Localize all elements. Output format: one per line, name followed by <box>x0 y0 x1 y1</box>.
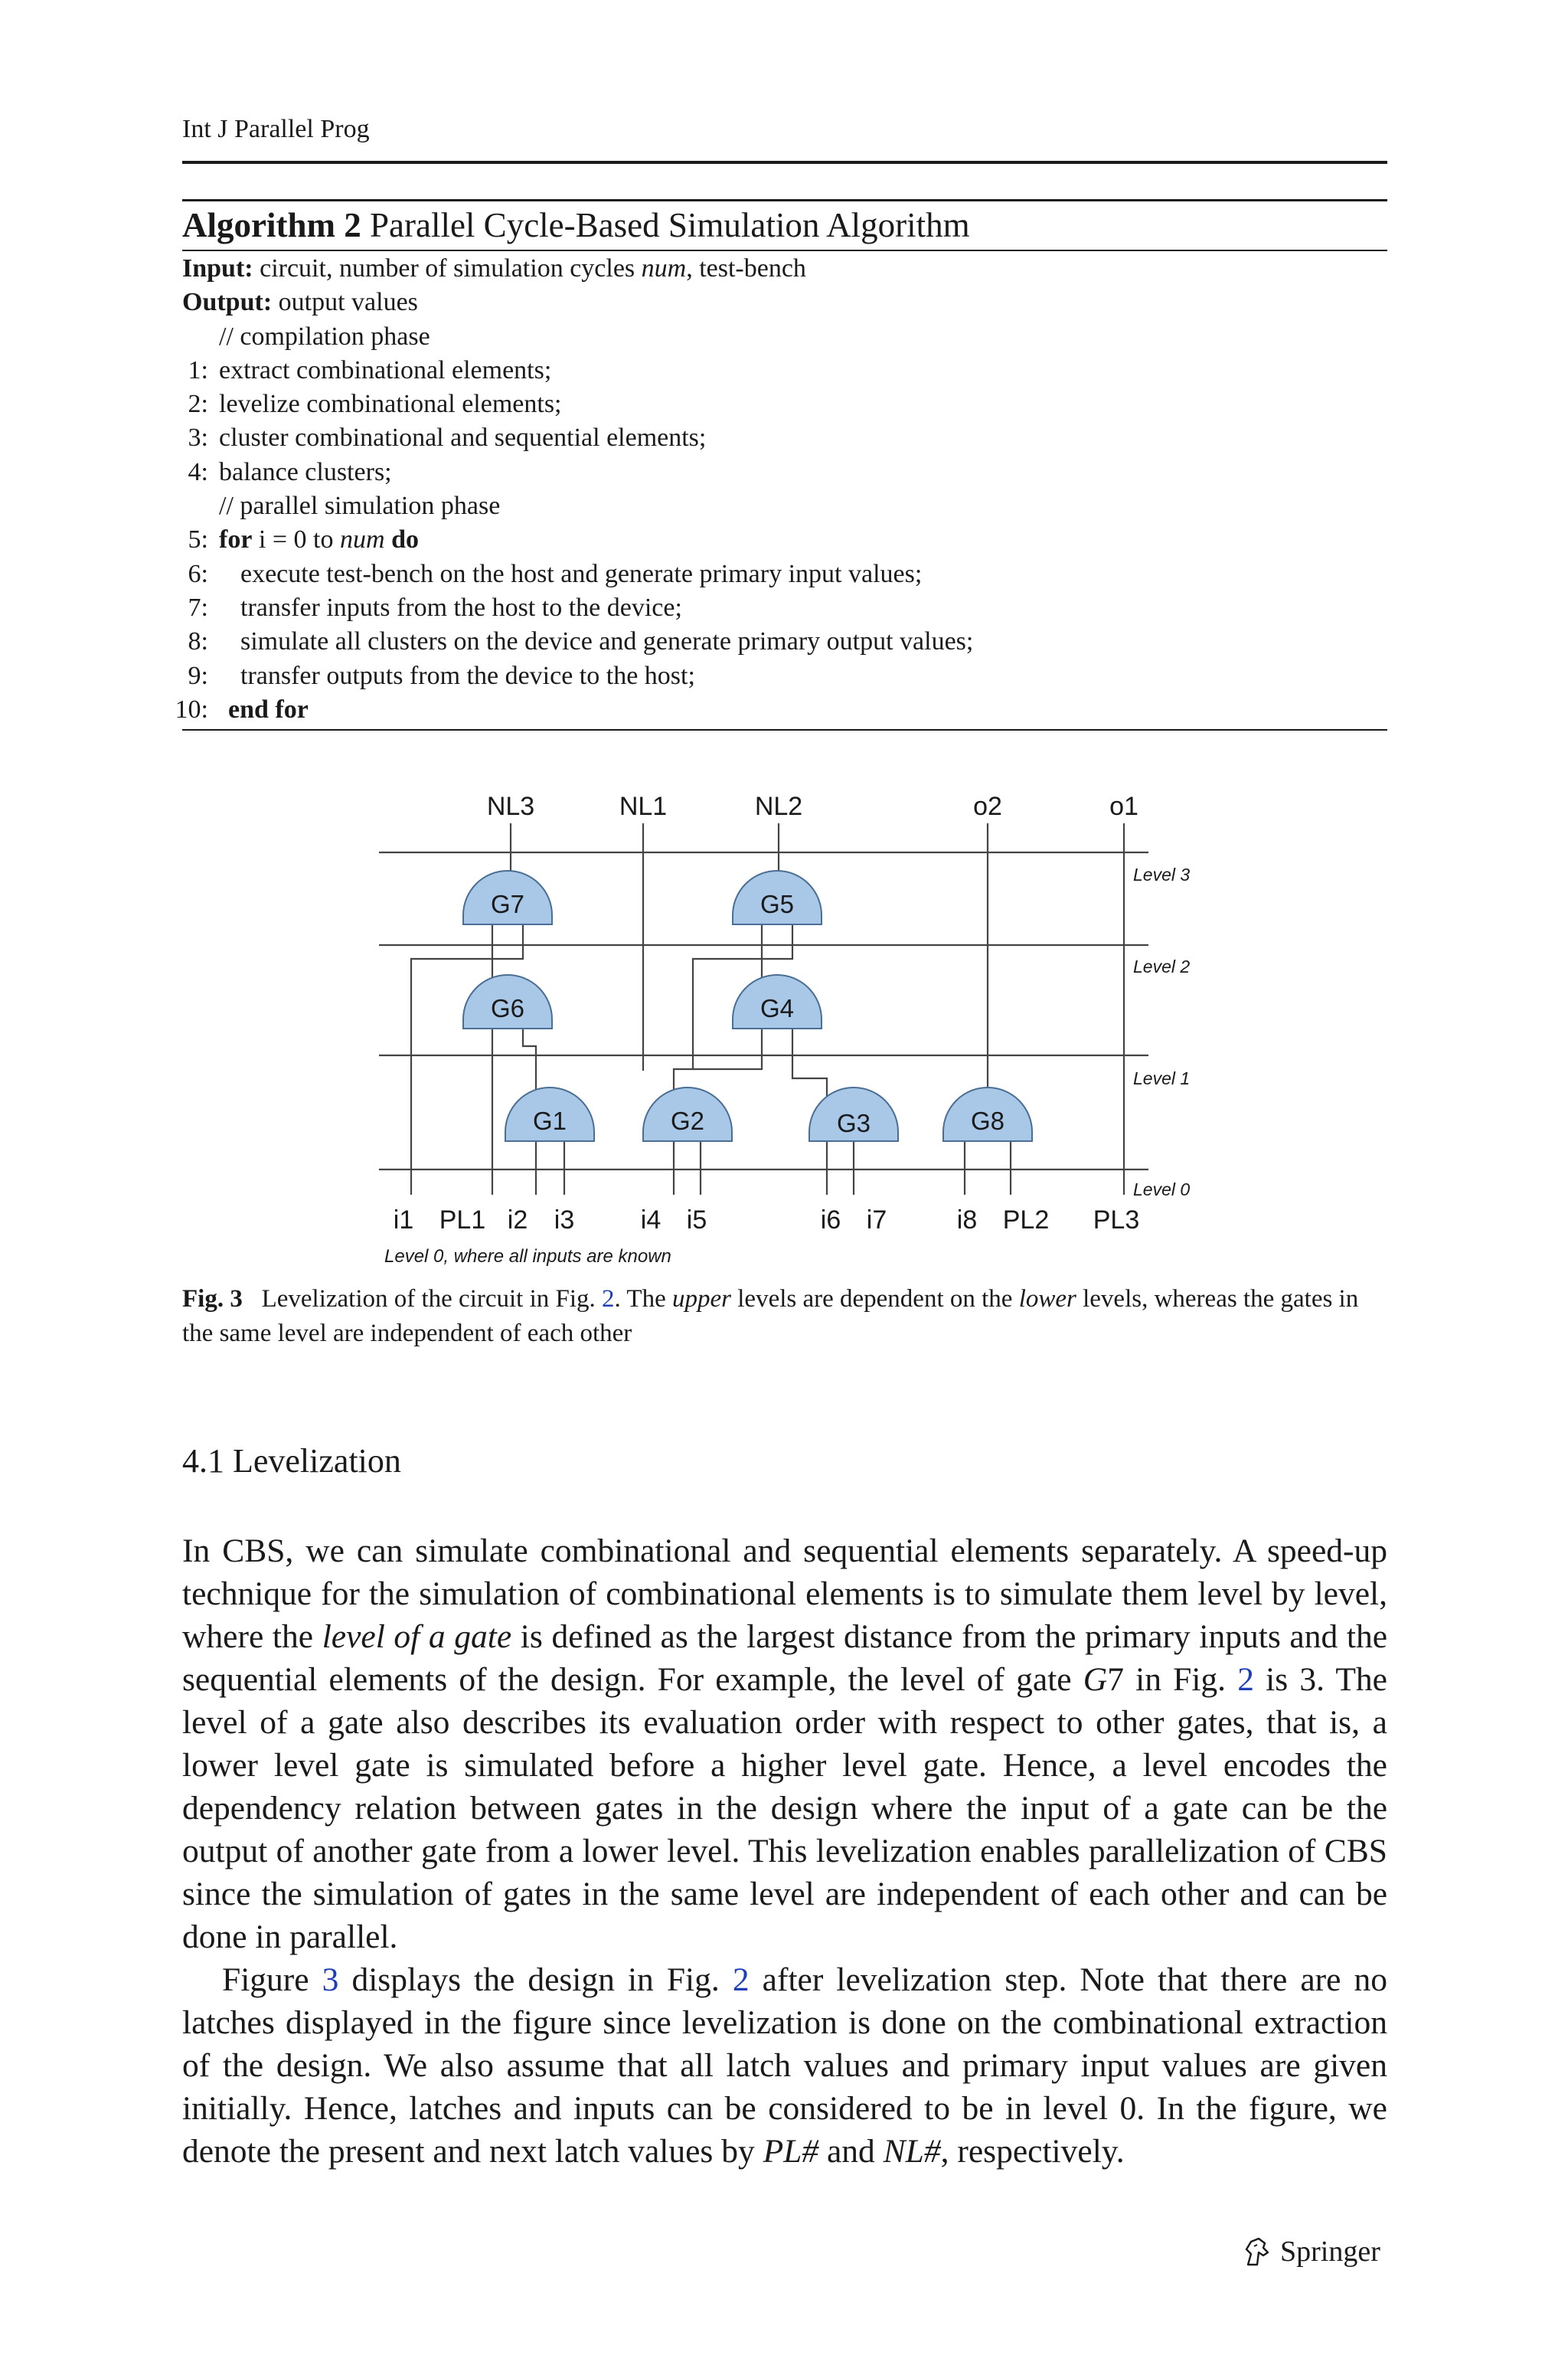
for-statement <box>219 523 419 557</box>
figure-reference-link[interactable]: 3 <box>322 1961 339 1998</box>
line-number: 4: <box>188 457 208 486</box>
figure-reference-link[interactable]: 2 <box>732 1961 750 1998</box>
line-number: 1: <box>188 355 208 384</box>
input-label-pl2: PL2 <box>1002 1205 1050 1235</box>
caption-label: Fig. 3 <box>182 1285 243 1313</box>
paragraph <box>182 1958 1387 2173</box>
algorithm-title-rule <box>182 250 1387 251</box>
algorithm-line <box>182 388 1387 421</box>
algorithm-label: Algorithm 2 <box>182 206 361 244</box>
gate-label: G5 <box>760 890 795 918</box>
level-0-note: Level 0, where all inputs are known <box>384 1246 671 1267</box>
algorithm-end-line <box>175 693 1387 727</box>
line-number: 8: <box>188 627 208 656</box>
algorithm-line <box>182 421 1387 455</box>
gates <box>463 871 1032 1141</box>
wire-g7-i1 <box>411 924 492 1195</box>
gate-label: G8 <box>970 1107 1005 1135</box>
figure-levelization <box>368 781 1210 1271</box>
algorithm-line <box>182 659 1387 693</box>
algorithm-comment <box>182 489 1387 523</box>
algorithm-for-line <box>182 523 1387 557</box>
paragraph-text: is 3. The level of a gate also describes its evaluation order with respect to other gates, that is, a lower level gate is simulated before a higher level gate. Hence, a level encodes the dependency relation between gates in the design where the input of a gate can be the output of another gate from a lower level. This levelization enables parallelization of CBS since the simulation of gates in the same level are independent of each other and can be done in parallel. <box>182 1661 1387 1955</box>
caption-text: Levelization of the circuit in Fig. <box>261 1285 603 1313</box>
input-label-i6: i6 <box>820 1205 841 1235</box>
level-label: Level 0 <box>1133 1179 1191 1199</box>
output-text: output values <box>278 288 418 317</box>
algorithm-bottom-rule <box>182 729 1387 731</box>
input-text: circuit, number of simulation cycles <box>260 254 642 283</box>
algorithm-line <box>182 625 1387 659</box>
gate-label: G1 <box>532 1107 567 1135</box>
algorithm-body <box>175 252 1387 727</box>
line-number: 9: <box>188 661 208 690</box>
output-label: Output: <box>182 288 273 317</box>
top-label-nl1: NL1 <box>619 792 668 821</box>
for-range: i = 0 to <box>252 525 340 554</box>
input-label-pl3: PL3 <box>1093 1205 1140 1235</box>
line-text: transfer inputs from the host to the device; <box>240 593 682 622</box>
input-label-i7: i7 <box>866 1205 887 1235</box>
emphasis: PL# <box>763 2133 819 2170</box>
level-label: Level 1 <box>1133 1068 1191 1088</box>
level-label: Level 2 <box>1133 957 1191 976</box>
algorithm-title <box>182 201 970 250</box>
algorithm-line <box>182 591 1387 625</box>
level-label: Level 3 <box>1133 865 1191 885</box>
algorithm-comment <box>182 320 1387 354</box>
line-number: 10: <box>175 695 208 724</box>
top-label-nl3: NL3 <box>486 792 535 821</box>
for-variable: num <box>340 525 385 554</box>
header-rule <box>182 161 1387 164</box>
gate-label: G2 <box>670 1107 705 1135</box>
caption-text: . The <box>614 1285 672 1313</box>
line-text: levelize combinational elements; <box>219 390 562 419</box>
for-keyword: for <box>219 525 253 554</box>
paragraph-text: after levelization step. Note that there are no latches displayed in the figure since levelization is done on the combinational extraction of the design. We also assume that all latch values and primary input values are given initially. Hence, latches and inputs can be considered to be in level 0. In the figure, we denote the present and next latch values by <box>182 1961 1387 2170</box>
input-label: Input: <box>182 254 253 283</box>
figure-reference-link[interactable]: 2 <box>1237 1661 1254 1698</box>
line-number: 6: <box>188 559 208 588</box>
paragraph-text: displays the design in Fig. <box>338 1961 733 1998</box>
publisher-name: Springer <box>1280 2236 1380 2268</box>
line-text: cluster combinational and sequential elements; <box>219 424 707 453</box>
algorithm-output <box>182 286 1387 319</box>
springer-horse-icon <box>1240 2236 1272 2268</box>
caption-text: levels, whereas the gates in the same level are independent of each other <box>182 1285 1359 1347</box>
wire-g4-g2 <box>693 1029 762 1069</box>
line-text: extract combinational elements; <box>219 355 552 384</box>
math-symbol: G <box>1083 1661 1108 1698</box>
paragraph-text: In CBS, we can simulate combinational and sequential elements separately. A speed-up technique for the simulation of combinational elements is to simulate them level by level, where the <box>182 1532 1387 1655</box>
figure-caption <box>182 1282 1387 1351</box>
line-text: transfer outputs from the device to the host; <box>240 661 695 690</box>
algorithm-line <box>182 456 1387 489</box>
wire-g4-g3 <box>792 1029 827 1100</box>
figure-reference-link[interactable]: 2 <box>602 1285 615 1313</box>
algorithm-line <box>182 354 1387 388</box>
comment-parallel: // parallel simulation phase <box>219 492 501 521</box>
paragraph-text: is defined as the largest distance from the primary inputs and the sequential elements of the design. For example, the level of gate <box>182 1618 1387 1698</box>
line-number: 2: <box>188 390 208 419</box>
algorithm-line <box>182 558 1387 591</box>
algorithm-input <box>182 252 1387 286</box>
do-keyword: do <box>391 525 419 554</box>
input-label-i4: i4 <box>640 1205 662 1235</box>
line-number: 3: <box>188 424 208 453</box>
top-label-nl2: NL2 <box>754 792 803 821</box>
emphasis: NL# <box>883 2133 941 2170</box>
gate-label: G4 <box>760 994 795 1022</box>
top-label-o2: o2 <box>973 792 1002 821</box>
emphasis: level of a gate <box>322 1618 512 1655</box>
end-for-keyword: end for <box>228 695 309 724</box>
line-text: execute test-bench on the host and generate primary input values; <box>240 559 923 588</box>
input-text-end: , test-bench <box>686 254 806 283</box>
comment-compilation: // compilation phase <box>219 322 430 351</box>
input-label-i1: i1 <box>393 1205 414 1235</box>
line-text: balance clusters; <box>219 457 392 486</box>
input-label-i3: i3 <box>554 1205 575 1235</box>
paragraph-text: and <box>818 2133 884 2170</box>
gate-label: G6 <box>490 994 525 1022</box>
paragraph-text: in Fig. <box>1123 1661 1238 1698</box>
paragraph-text: Figure <box>222 1961 322 1998</box>
paragraph-text: , respectively. <box>940 2133 1125 2170</box>
caption-text: levels are dependent on the <box>731 1285 1019 1313</box>
publisher-logo <box>1240 2235 1380 2268</box>
line-number: 5: <box>188 525 208 554</box>
section-heading: 4.1 Levelization <box>182 1442 401 1480</box>
caption-emphasis: lower <box>1018 1285 1076 1313</box>
wire-g6-g1 <box>523 1029 536 1100</box>
levelization-diagram <box>368 781 1210 1271</box>
input-label-i5: i5 <box>686 1205 707 1235</box>
running-head: Int J Parallel Prog <box>182 115 370 143</box>
gate-label: G3 <box>836 1109 871 1137</box>
top-label-o1: o1 <box>1109 792 1138 821</box>
top-labels <box>487 792 1138 821</box>
body-text <box>182 1529 1387 2173</box>
level-labels <box>1133 865 1190 1199</box>
line-text: simulate all clusters on the device and generate primary output values; <box>240 627 974 656</box>
input-label-pl1: PL1 <box>439 1205 486 1235</box>
algorithm-title-text: Parallel Cycle-Based Simulation Algorithm <box>369 206 970 244</box>
input-num: num <box>641 254 687 283</box>
line-number: 7: <box>188 593 208 622</box>
math-subscript: 7 <box>1107 1661 1124 1698</box>
paragraph <box>182 1529 1387 1958</box>
input-label-i2: i2 <box>507 1205 528 1235</box>
caption-emphasis: upper <box>672 1285 731 1313</box>
bottom-labels <box>394 1205 1139 1235</box>
gate-label: G7 <box>490 890 525 918</box>
input-label-i8: i8 <box>956 1205 978 1235</box>
